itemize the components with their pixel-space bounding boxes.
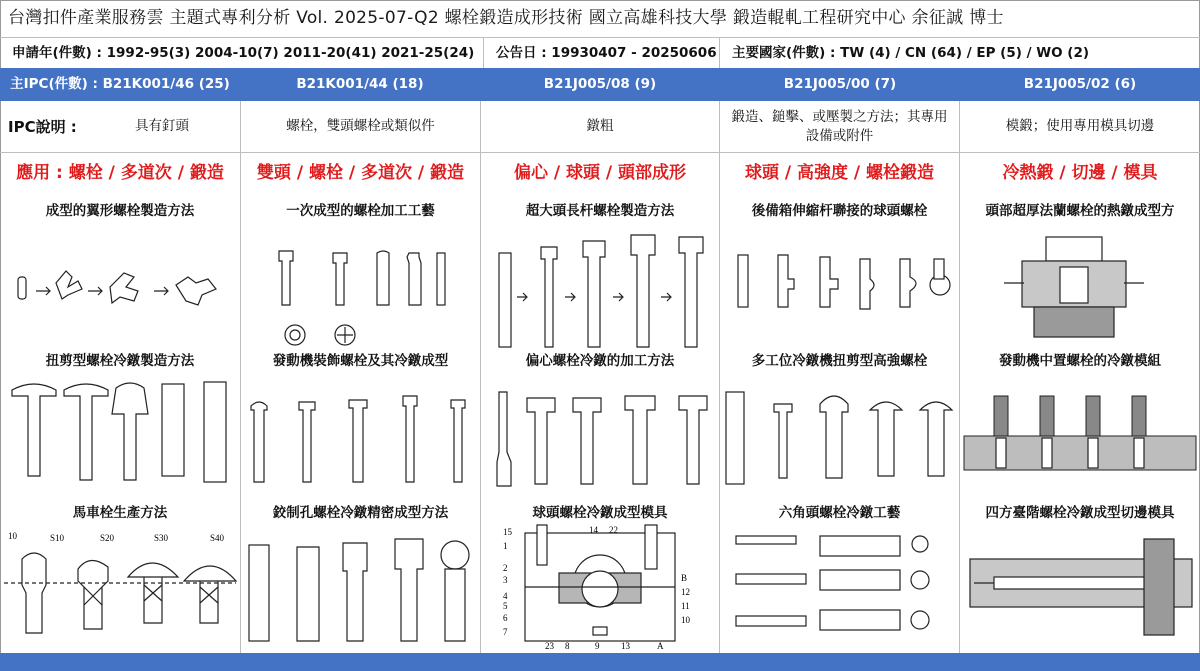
svg-text:5: 5 <box>503 601 508 611</box>
patent-title: 多工位冷鐓機扭剪型高強螺栓 <box>751 353 928 369</box>
svg-text:4: 4 <box>503 591 508 601</box>
ipc-main-code: 主IPC(件數) : B21K001/46 (25) <box>10 76 230 92</box>
patent-title: 發動機裝飾螺栓及其冷鐓成型 <box>272 353 449 369</box>
publication-date: 公告日 : 19930407 - 20250606 <box>484 37 720 68</box>
ipc-description: 鐓粗 <box>481 101 719 153</box>
patent-title: 扭剪型螺栓冷鐓製造方法 <box>45 353 195 369</box>
svg-text:13: 13 <box>621 641 630 651</box>
svg-text:1: 1 <box>503 541 508 551</box>
hex-bolt-process-drawing <box>724 526 956 651</box>
one-step-bolt-drawing <box>245 223 477 351</box>
ipc-description-text: 具有釘頭 <box>135 118 189 134</box>
svg-text:8: 8 <box>565 641 570 651</box>
application-keywords: 偏心 / 球頭 / 頭部成形 <box>513 163 687 183</box>
ipc-code: B21K001/44 (18) <box>296 76 424 92</box>
ipc-code: B21J005/00 (7) <box>783 76 897 92</box>
column-b21j005-00 <box>720 101 960 653</box>
column-b21k001-46 <box>0 101 241 653</box>
ipc-description-label: IPC說明 : <box>8 118 77 136</box>
svg-text:B: B <box>681 573 688 583</box>
application-keywords: 應用 : 螺栓 / 多道次 / 鍛造 <box>16 163 224 183</box>
footer-bar <box>0 653 1200 671</box>
svg-text:6: 6 <box>503 613 508 623</box>
column-b21j005-02 <box>960 101 1200 653</box>
svg-text:11: 11 <box>681 601 690 611</box>
column-b21k001-44 <box>241 101 481 653</box>
center-bolt-die-drawing <box>964 384 1196 490</box>
svg-text:A: A <box>657 641 664 651</box>
main-countries: 主要國家(件數) : TW (4) / CN (64) / EP (5) / WO (2) <box>720 37 1200 68</box>
ipc-description: 螺栓，雙頭螺栓或類似件 <box>241 101 480 153</box>
patent-title: 馬車栓生產方法 <box>72 505 168 521</box>
application-keywords: 雙頭 / 螺栓 / 多道次 / 鍛造 <box>256 163 465 183</box>
square-step-trim-die-drawing <box>964 529 1196 651</box>
shear-bolt-drawing <box>4 378 236 490</box>
patent-title: 一次成型的螺栓加工工藝 <box>286 203 435 219</box>
patent-title: 成型的翼形螺栓製造方法 <box>45 203 195 219</box>
wing-bolt-drawing <box>4 251 236 321</box>
patent-title: 偏心螺栓冷鐓的加工方法 <box>525 353 675 369</box>
svg-text:9: 9 <box>595 641 600 651</box>
torsion-shear-bolt-drawing <box>724 384 956 490</box>
flange-bolt-die-drawing <box>964 223 1196 351</box>
patent-title: 發動機中置螺栓的冷鐓模組 <box>999 353 1161 369</box>
station-label: S40 <box>210 533 225 543</box>
svg-text:15: 15 <box>503 527 512 537</box>
svg-text:7: 7 <box>503 627 508 637</box>
patent-title: 球頭螺栓冷鐓成型模具 <box>532 505 668 521</box>
station-label: S20 <box>100 533 115 543</box>
patent-title: 頭部超厚法蘭螺栓的熱鐓成型方 <box>985 203 1175 219</box>
patent-title: 六角頭螺栓冷鐓工藝 <box>778 505 901 521</box>
svg-text:22: 22 <box>609 525 618 535</box>
application-keywords: 球頭 / 高強度 / 螺栓鍛造 <box>744 163 935 183</box>
reamed-bolt-drawing <box>245 535 477 651</box>
svg-text:23: 23 <box>545 641 554 651</box>
carriage-bolt-drawing <box>4 529 236 651</box>
patent-title: 後備箱伸縮杆聯接的球頭螺栓 <box>751 203 928 219</box>
station-label: S10 <box>50 533 65 543</box>
svg-text:2: 2 <box>503 563 508 573</box>
application-keywords: 冷熱鍛 / 切邊 / 模具 <box>1002 163 1158 183</box>
patent-title: 四方臺階螺栓冷鐓成型切邊模具 <box>985 505 1175 521</box>
ipc-code: B21J005/08 (9) <box>543 76 657 92</box>
svg-text:12: 12 <box>681 587 690 597</box>
page-title: 台灣扣件產業服務雲 主題式專利分析 Vol. 2025-07-Q2 螺栓鍛造成形技術 國立高雄科技大學 鍛造輥軋工程研究中心 余征誠 博士 <box>8 8 1004 28</box>
svg-text:3: 3 <box>503 575 508 585</box>
ball-stud-die-drawing <box>485 521 715 651</box>
svg-text:10: 10 <box>681 615 690 625</box>
ipc-description: 模鍛；使用專用模具切邊 <box>960 101 1200 153</box>
ipc-code: B21J005/02 (6) <box>1023 76 1137 92</box>
eccentric-bolt-drawing <box>485 384 715 490</box>
patent-title: 超大頭長杆螺栓製造方法 <box>525 203 675 219</box>
application-years: 申請年(件數) : 1992-95(3) 2004-10(7) 2011-20(41) 2021-25(24) <box>0 37 484 68</box>
decorative-bolt-drawing <box>245 378 477 490</box>
column-b21j005-08 <box>481 101 720 653</box>
patent-title: 鉸制孔螺栓冷鐓精密成型方法 <box>272 505 449 521</box>
large-head-bolt-drawing <box>485 223 715 351</box>
ball-stud-drawing <box>724 251 956 321</box>
ipc-description: 鍛造、鎚擊、或壓製之方法；其專用設備或附件 <box>720 101 959 153</box>
station-label: S30 <box>154 533 169 543</box>
svg-text:10: 10 <box>8 531 17 541</box>
svg-text:14: 14 <box>589 525 598 535</box>
ipc-header-bar <box>0 68 1200 101</box>
